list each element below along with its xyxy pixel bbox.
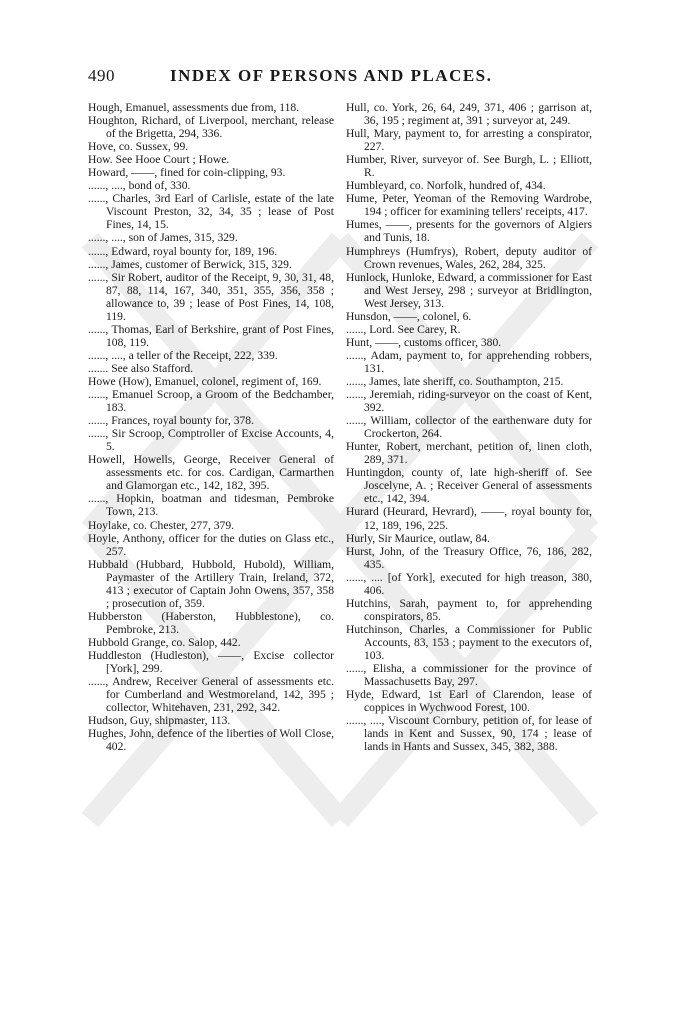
index-entry: ......, Emanuel Scroop, a Groom of the Bedchamber, 183. xyxy=(88,388,334,415)
index-entry: Huntingdon, county of, late high-sheriff of. See Joscelyne, A. ; Receiver General of assessments etc., 142, 394. xyxy=(346,466,592,506)
index-entry: ......, Hopkin, boatman and tidesman, Pembroke Town, 213. xyxy=(88,492,334,519)
index-entry: Hoyle, Anthony, officer for the duties on Glass etc., 257. xyxy=(88,531,334,558)
index-entry: Humber, River, surveyor of. See Burgh, L. ; Elliott, R. xyxy=(346,153,592,180)
index-entry: Hunlock, Hunloke, Edward, a commissioner for East and West Jersey, 298 ; surveyor at Bridlington, West Jersey, 313. xyxy=(346,270,592,310)
index-entry: Hubberston (Haberston, Hubblestone), co. Pembroke, 213. xyxy=(88,609,334,636)
index-entry: ......, Elisha, a commissioner for the province of Massachusetts Bay, 297. xyxy=(346,662,592,689)
index-entry: Hull, Mary, payment to, for arresting a conspirator, 227. xyxy=(346,127,592,154)
index-entry: ......, Sir Robert, auditor of the Receipt, 9, 30, 31, 48, 87, 88, 114, 167, 340, 351, 355, 356, 358 ; allowance to, 39 ; lease of Post Fines, 14, 108, 119. xyxy=(88,270,334,323)
index-entry: ......, .... [of York], executed for high treason, 380, 406. xyxy=(346,570,592,597)
index-entry: Hutchins, Sarah, payment to, for apprehending conspirators, 85. xyxy=(346,596,592,623)
index-entry: Howe (How), Emanuel, colonel, regiment of, 169. xyxy=(88,374,322,388)
index-entry: ......, ...., bond of, 330. xyxy=(88,179,191,193)
index-entry: Hudson, Guy, shipmaster, 113. xyxy=(88,714,231,728)
index-entry: ......, ...., Viscount Cornbury, petition of, for lease of lands in Kent and Sussex, 90, 174 ; lease of lands in Hants and Sussex, 345, 382, 388. xyxy=(346,714,592,754)
index-entry: ......, Charles, 3rd Earl of Carlisle, estate of the late Viscount Preston, 32, 34, 35 ; lease of Post Fines, 14, 15. xyxy=(88,192,334,232)
page-number: 490 xyxy=(88,66,115,85)
index-entry: Huddleston (Hudleston), ——, Excise collector [York], 299. xyxy=(88,648,334,676)
index-entry: Hurly, Sir Maurice, outlaw, 84. xyxy=(346,531,491,545)
index-entry: Hough, Emanuel, assessments due from, 118. xyxy=(88,101,300,114)
index-entry: ......, Sir Scroop, Comptroller of Excise Accounts, 4, 5. xyxy=(88,427,334,454)
page-header xyxy=(88,66,608,90)
index-entry: Humphreys (Humfrys), Robert, deputy auditor of Crown revenues, Wales, 262, 284, 325. xyxy=(346,244,592,271)
index-entry: ....... See also Stafford. xyxy=(88,361,194,375)
index-entry: Hubbold Grange, co. Salop, 442. xyxy=(88,635,241,649)
index-entry: Humes, ——, presents for the governors of Algiers and Tunis, 18. xyxy=(346,218,592,245)
index-entry: ......, ...., a teller of the Receipt, 222, 339. xyxy=(88,348,278,362)
index-entry: Hutchinson, Charles, a Commissioner for Public Accounts, 83, 153 ; payment to the executors of, 103. xyxy=(346,622,592,662)
index-entry: Hull, co. York, 26, 64, 249, 371, 406 ; garrison at, 36, 195 ; regiment at, 391 ; surveyor at, 249. xyxy=(346,101,592,128)
running-head: INDEX OF PERSONS AND PLACES. xyxy=(170,66,493,85)
index-entry: ......, Lord. See Carey, R. xyxy=(346,322,461,336)
index-entry: Hunter, Robert, merchant, petition of, linen cloth, 289, 371. xyxy=(346,440,592,467)
index-entry: Hughes, John, defence of the liberties of Woll Close, 402. xyxy=(88,727,334,754)
index-entry: ......, Thomas, Earl of Berkshire, grant of Post Fines, 108, 119. xyxy=(88,322,334,349)
index-entry: ......, ...., son of James, 315, 329. xyxy=(88,231,238,245)
index-entry: Houghton, Richard, of Liverpool, merchant, release of the Brigetta, 294, 336. xyxy=(88,114,334,141)
index-entry: Hubbald (Hubbard, Hubbold, Hubold), William, Paymaster of the Artillery Train, Ireland, 372, 413 ; executor of Captain John Owens, 357, 358 ; prosecution of, 359. xyxy=(88,557,334,610)
index-entry: Howard, ——, fined for coin-clipping, 93. xyxy=(88,166,286,180)
index-entry: ......, Andrew, Receiver General of assessments etc. for Cumberland and Westmoreland, 142, 395 ; collector, Whitehaven, 231, 292, 342. xyxy=(88,675,334,715)
index-entry: Hurst, John, of the Treasury Office, 76, 186, 282, 435. xyxy=(346,544,592,571)
index-entry: Hunt, ——, customs officer, 380. xyxy=(346,335,502,349)
index-entry: ......, Adam, payment to, for apprehending robbers, 131. xyxy=(346,348,592,375)
index-column-left xyxy=(88,101,334,753)
index-entry: Hoylake, co. Chester, 277, 379. xyxy=(88,518,235,532)
index-entry: ......, James, late sheriff, co. Southampton, 215. xyxy=(346,374,564,388)
index-entry: How. See Hooe Court ; Howe. xyxy=(88,153,230,167)
index-entry: ......, William, collector of the earthenware duty for Crockerton, 264. xyxy=(346,414,592,441)
index-entry: ......, Frances, royal bounty for, 378. xyxy=(88,414,255,428)
index-entry: ......, Jeremiah, riding-surveyor on the coast of Kent, 392. xyxy=(346,388,592,415)
index-entry: Hunsdon, ——, colonel, 6. xyxy=(346,309,472,323)
index-column-right xyxy=(346,101,592,753)
index-entry: Hume, Peter, Yeoman of the Removing Wardrobe, 194 ; officer for examining tellers' receipts, 417. xyxy=(346,192,592,219)
index-entry: ......, Edward, royal bounty for, 189, 196. xyxy=(88,244,278,258)
index-entry: Howell, Howells, George, Receiver General of assessments etc. for cos. Cardigan, Carmarthen and Glamorgan etc., 142, 182, 395. xyxy=(88,453,334,493)
index-entry: Humbleyard, co. Norfolk, hundred of, 434. xyxy=(346,179,546,193)
index-entry: Hyde, Edward, 1st Earl of Clarendon, lease of coppices in Wychwood Forest, 100. xyxy=(346,688,592,715)
index-entry: Hove, co. Sussex, 99. xyxy=(88,140,189,154)
index-entry: ......, James, customer of Berwick, 315, 329. xyxy=(88,257,292,271)
index-entry: Hurard (Heurard, Hevrard), ——, royal bounty for, 12, 189, 196, 225. xyxy=(346,505,592,532)
